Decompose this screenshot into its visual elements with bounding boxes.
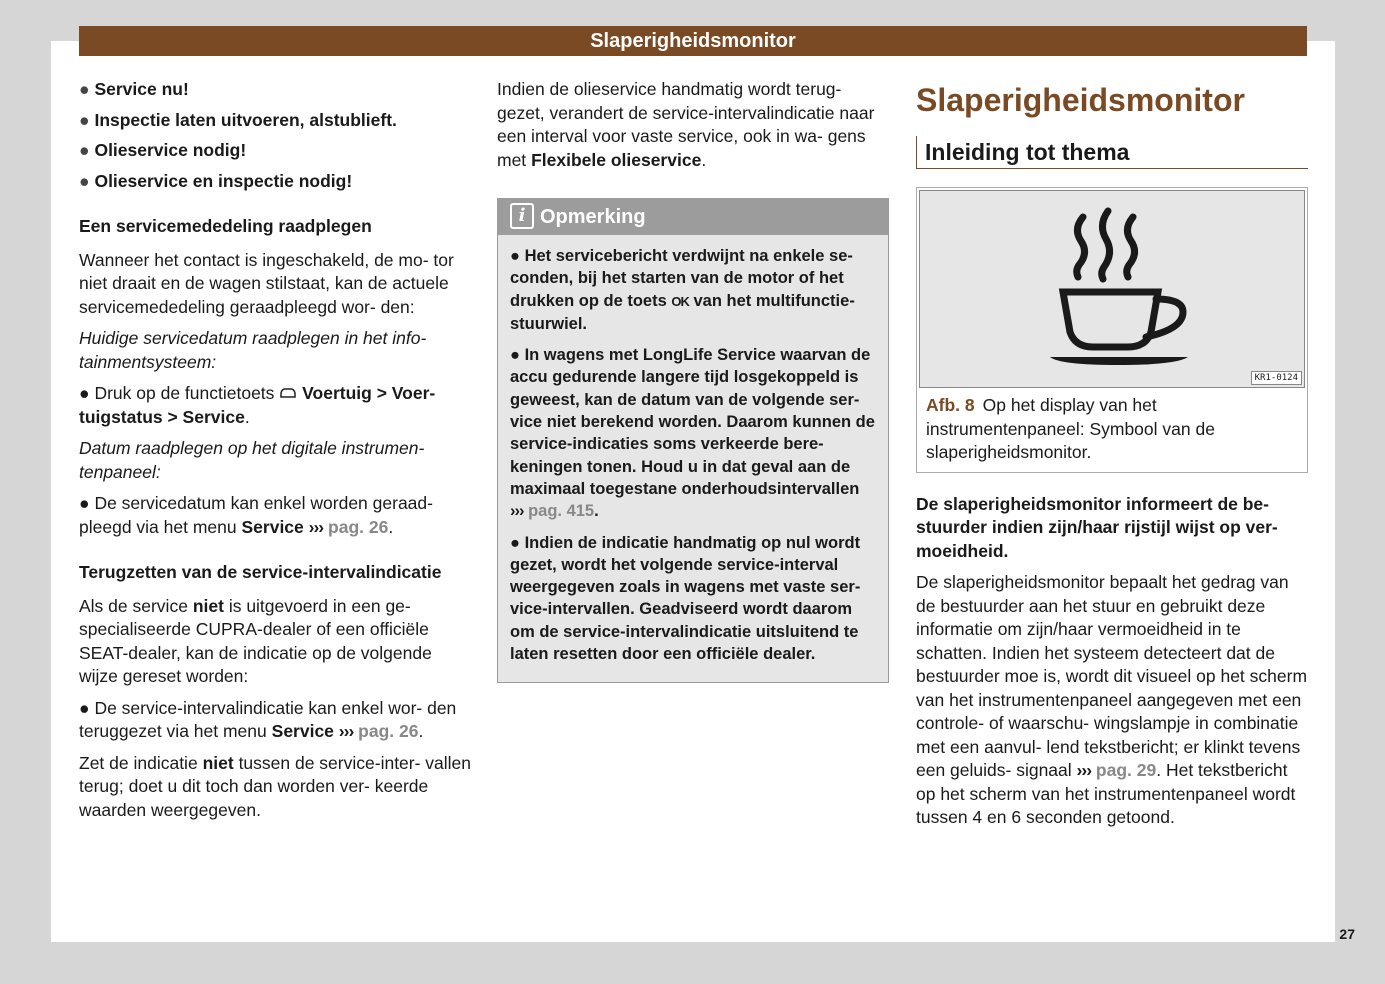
reference-arrows-icon: ››› bbox=[1076, 760, 1092, 780]
figure-image bbox=[919, 190, 1305, 388]
instruction-item: ● Druk op de functietoets Voertuig > Voer- tuigstatus > Service. bbox=[79, 383, 436, 427]
figure-caption: Afb. 8 Op het display van het instrumentenpaneel: Symbool van de slaperigheidsmonitor. bbox=[926, 395, 1215, 462]
italic-paragraph: Huidige servicedatum raadplegen in het info- tainmentsysteem: bbox=[79, 328, 427, 372]
page-reference-link[interactable]: pag. 26 bbox=[328, 516, 389, 537]
reference-arrows-icon: ››› bbox=[338, 721, 354, 741]
note-box bbox=[497, 198, 889, 683]
section-heading: Een servicemededeling raadplegen bbox=[79, 216, 372, 236]
column-left bbox=[79, 78, 474, 830]
note-item: ● Indien de indicatie handmatig op nul wordt gezet, wordt het volgende service-interval weergegeven zoals in wagens met vaste ser- vice-intervallen. Geadviseerd wordt daarom om de service-intervalindicatie uitsluitend te laten resetten door een officiële dealer. bbox=[510, 533, 861, 664]
italic-paragraph: Datum raadplegen op het digitale instrumen- tenpaneel: bbox=[79, 438, 425, 482]
lead-paragraph: De slaperigheidsmonitor informeert de be- stuurder indien zijn/haar rijstijl wijst op ver- moeidheid. bbox=[916, 493, 1278, 561]
bullet-item: ● Olieservice nodig! bbox=[79, 140, 247, 160]
instruction-item: ● De service-intervalindicatie kan enkel wor- den teruggezet via het menu Service ››› pag. 26. bbox=[79, 697, 457, 741]
figure bbox=[916, 187, 1308, 473]
page-header: Slaperigheidsmonitor bbox=[79, 26, 1307, 56]
bullet-item: ● Inspectie laten uitvoeren, alstublieft. bbox=[79, 109, 397, 130]
bullet-item: ● Service nu! bbox=[79, 79, 189, 99]
chapter-title: Slaperigheidsmonitor bbox=[916, 82, 1245, 118]
car-icon bbox=[279, 386, 297, 400]
page-reference-link[interactable]: pag. 29 bbox=[1095, 760, 1157, 780]
page-reference-link[interactable]: pag. 415 bbox=[528, 502, 595, 521]
note-item: ● Het servicebericht verdwijnt na enkele se- conden, bij het starten van de motor of het drukken op de toets OK van het multifunctie- stuurwiel. bbox=[510, 247, 855, 333]
figure-code: KR1-0124 bbox=[1251, 371, 1302, 385]
coffee-cup-icon bbox=[1048, 207, 1188, 377]
paragraph: Indien de olieservice handmatig wordt terug- gezet, verandert de service-intervalindicatie naar een interval voor vaste service, ook in wa- gens met Flexibele olieservice. bbox=[497, 79, 875, 170]
reference-arrows-icon: ››› bbox=[308, 516, 324, 537]
bullet-item: ● Olieservice en inspectie nodig! bbox=[79, 170, 353, 191]
instruction-item: ● De servicedatum kan enkel worden geraad- pleegd via het menu Service ››› pag. 26. bbox=[79, 493, 433, 537]
paragraph: Zet de indicatie niet tussen de service-inter- vallen terug; doet u dit toch dan worden ver- keerde waarden weergegeven. bbox=[79, 752, 472, 820]
paragraph: Wanneer het contact is ingeschakeld, de mo- tor niet draait en de wagen stilstaat, kan de actuele servicemededeling geraadpleegd wor- den: bbox=[79, 249, 454, 317]
section-heading: Terugzetten van de service-intervalindicatie bbox=[79, 562, 442, 582]
page-reference-link[interactable]: pag. 26 bbox=[358, 721, 419, 741]
page-number: 27 bbox=[1339, 926, 1355, 942]
ok-key-icon: OK bbox=[671, 293, 689, 309]
paragraph: Als de service niet is uitgevoerd in een ge- specialiseerde CUPRA-dealer of een officiële SEAT-dealer, kan de indicatie op de volgende wijze gereset worden: bbox=[79, 595, 432, 686]
column-right bbox=[916, 78, 1308, 838]
note-item: ● In wagens met LongLife Service waarvan de accu gedurende langere tijd losgekoppeld is geweest, kan de datum van de volgende ser- vice niet berekend worden. Daarom kunnen de service-indicaties soms verkeerde bere- keningen tonen. Houd u in dat geval aan de maximaal toegestane onderhoudsintervallen ››› pag. 415. bbox=[510, 346, 875, 521]
note-header: i Opmerking bbox=[498, 199, 888, 235]
note-body bbox=[498, 235, 888, 682]
info-icon: i bbox=[510, 203, 534, 229]
column-middle bbox=[497, 78, 889, 683]
topic-title: Inleiding tot thema bbox=[916, 136, 1308, 169]
reference-arrows-icon: ››› bbox=[510, 502, 524, 521]
paragraph: De slaperigheidsmonitor bepaalt het gedrag van de bestuurder aan het stuur en gebruikt deze informatie om zijn/haar vermoeidheid in te schatten. Indien het systeem detecteert dat de bestuurder moe is, wordt dit visueel op het scherm van het instrumentenpaneel aangegeven met een controle- of waarschu- wingslampje in combinatie met een aanvul- lend tekstbericht; er klinkt tevens een geluids- signaal ››› pag. 29. Het tekstbericht op het scherm van het instrumentenpaneel wordt tussen 4 en 6 seconden getoond. bbox=[916, 572, 1308, 827]
